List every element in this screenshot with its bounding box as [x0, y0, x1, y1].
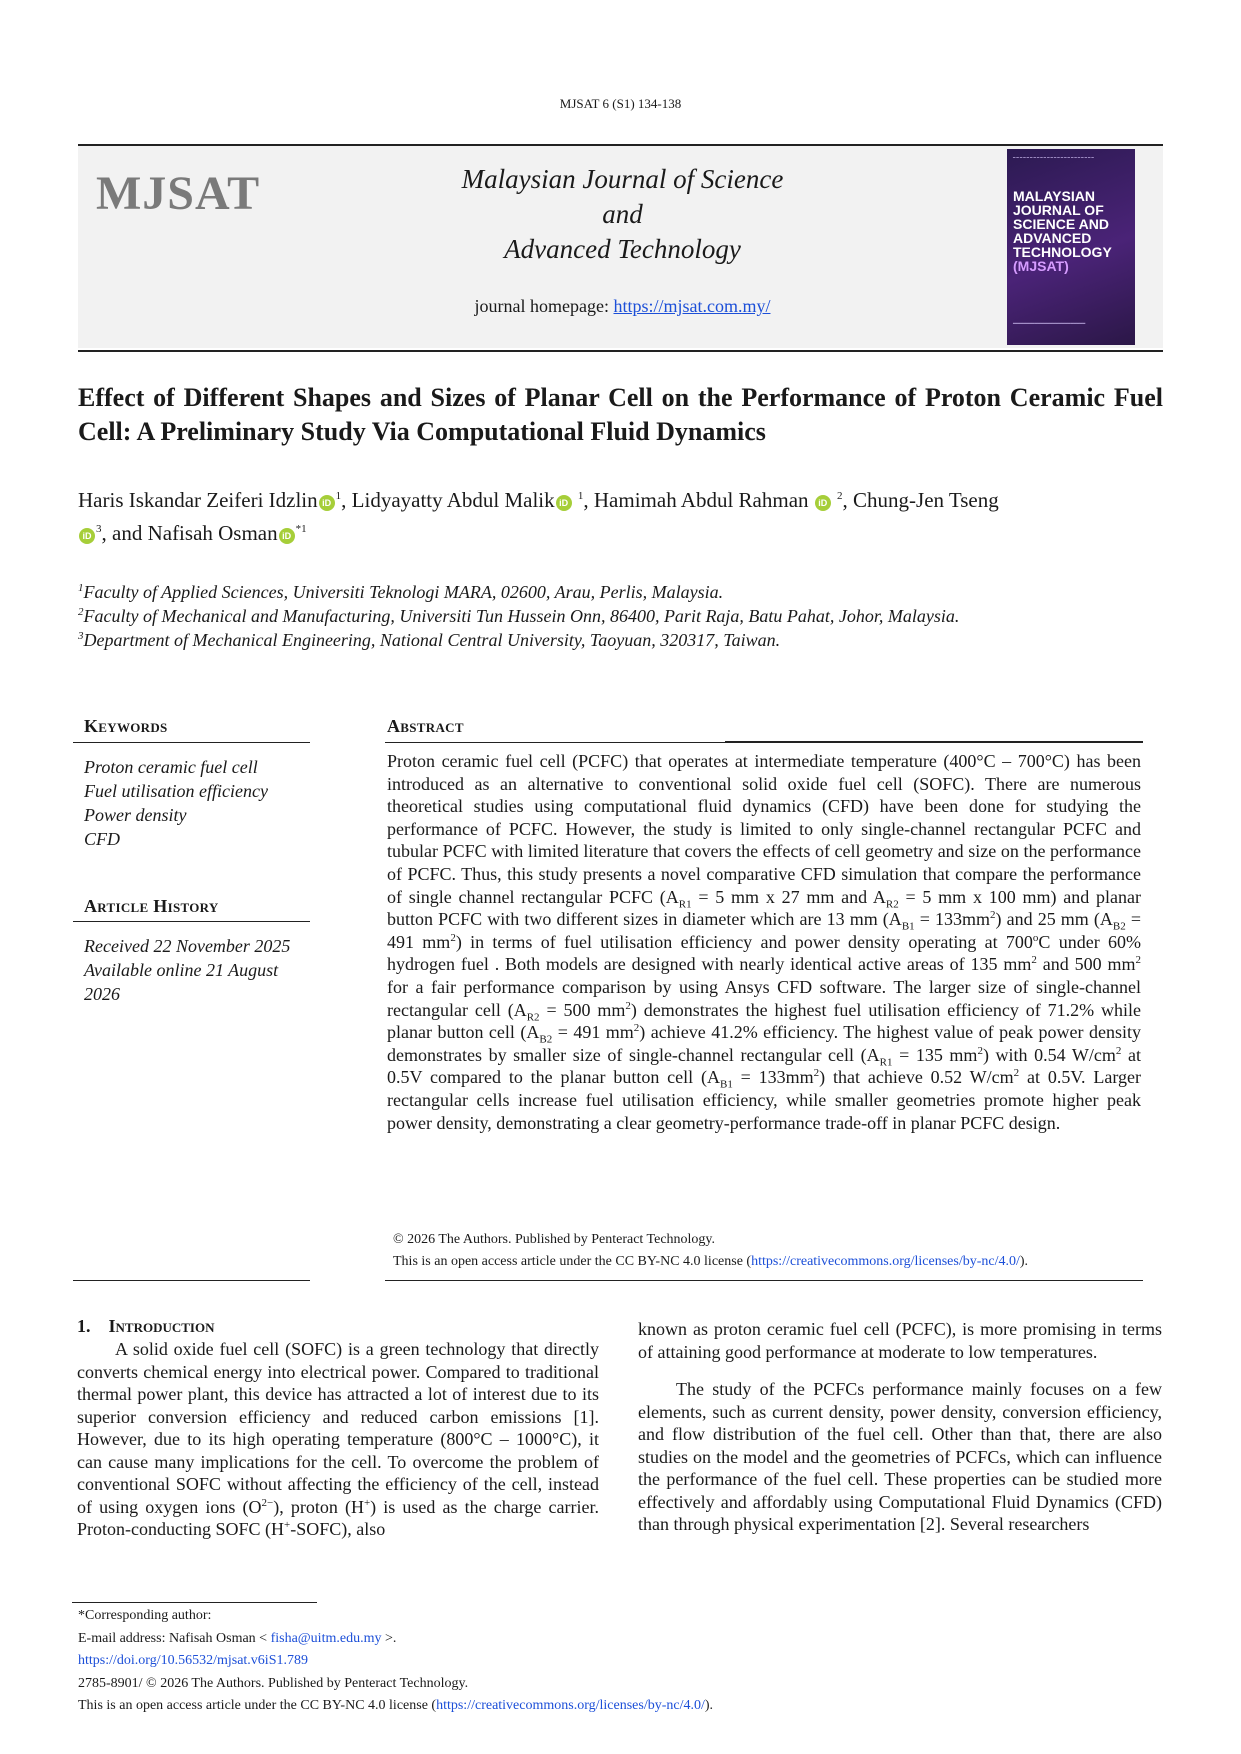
- author-name: Nafisah Osman: [147, 521, 278, 545]
- author-separator: , and: [101, 521, 148, 545]
- author-name: Haris Iskandar Zeiferi Idzlin: [78, 488, 318, 512]
- front-matter-end-rule: [73, 1280, 310, 1281]
- doi-line: [78, 1650, 1158, 1673]
- keywords-rule: [73, 742, 310, 743]
- cover-footer-decoration: ━━━━━━━━━━━━━━━━━━━━━━━━: [1013, 321, 1086, 327]
- open-access-line: This is an open access article under the CC BY-NC 4.0 license (https://creativecommons.org/licenses/by-nc/4.0/).: [78, 1698, 714, 1713]
- email-link[interactable]: fisha@uitm.edu.my: [270, 1630, 382, 1646]
- cover-title: [1013, 189, 1133, 273]
- author-name: Hamimah Abdul Rahman: [593, 488, 809, 512]
- cover-title-line: SCIENCE AND: [1013, 216, 1109, 232]
- keyword-item: Fuel utilisation efficiency: [84, 781, 268, 801]
- author-affiliation-marker: 1: [577, 490, 584, 502]
- orcid-icon[interactable]: iD: [79, 528, 95, 544]
- cover-title-line: TECHNOLOGY: [1013, 244, 1112, 260]
- journal-name-line-3: Advanced Technology: [504, 234, 741, 264]
- article-history-rule: [73, 921, 310, 922]
- author-name: Lidyayatty Abdul Malik: [351, 488, 555, 512]
- intro-paragraph: known as proton ceramic fuel cell (PCFC), is more promising in terms of attaining good performance at moderate to low temperatures.: [638, 1319, 1162, 1362]
- license-note: [393, 1229, 1153, 1273]
- affiliation: [78, 630, 1163, 651]
- keyword-item: Proton ceramic fuel cell: [84, 757, 258, 777]
- article-history: [84, 934, 314, 1006]
- homepage-label: journal homepage:: [474, 296, 614, 316]
- author-separator: ,: [583, 488, 594, 512]
- received-date: Received 22 November 2025: [84, 936, 291, 956]
- author-affiliation-marker: *1: [295, 523, 307, 535]
- footnote-rule: [72, 1602, 317, 1603]
- copyright-line: 2785-8901/ © 2026 The Authors. Published by Penteract Technology.: [78, 1675, 469, 1691]
- author-name: Chung-Jen Tseng: [853, 488, 999, 512]
- cover-title-line: MALAYSIAN: [1013, 188, 1095, 204]
- journal-homepage: [400, 296, 845, 317]
- intro-right-column: [638, 1318, 1162, 1536]
- keywords-heading: Keywords: [84, 716, 168, 736]
- available-date-line-1: Available online 21 August: [84, 960, 279, 980]
- available-date-line-2: 2026: [84, 984, 120, 1004]
- footnotes: [78, 1605, 1158, 1718]
- running-head: MJSAT 6 (S1) 134-138: [559, 96, 682, 111]
- orcid-icon[interactable]: iD: [815, 495, 831, 511]
- cover-title-line: JOURNAL OF: [1013, 202, 1104, 218]
- affiliation: [78, 606, 1163, 627]
- email-line: E-mail address: Nafisah Osman < fisha@uitm.edu.my >.: [78, 1630, 397, 1646]
- orcid-icon[interactable]: iD: [556, 495, 572, 511]
- section-number: 1.: [77, 1316, 91, 1336]
- section-title: Introduction: [108, 1316, 215, 1336]
- cover-header-decoration: ━━━━━━━━━━━━━━━━━━━━━━━━: [1013, 155, 1095, 160]
- article-history-heading: Article History: [84, 896, 219, 916]
- affiliation-number: 1: [78, 582, 84, 594]
- keyword-item: Power density: [84, 805, 187, 825]
- author-affiliation-marker: 2: [837, 490, 843, 502]
- orcid-icon[interactable]: iD: [279, 528, 295, 544]
- abstract-text: Proton ceramic fuel cell (PCFC) that operates at intermediate temperature (400°C – 700°C) has been introduced as an alternative to conventional solid oxide fuel cell (SOFC). There are numerous theoretical studies using computational fluid dynamics (CFD) have been done for studying the performance of PCFC. However, the study is limited to only single-channel rectangular PCFC and tubular PCFC with limited literature that covers the effects of cell geometry and size on the performance of PCFC. Thus, this study presents a novel comparative CFD simulation that compare the performance of single channel rectangular PCFC ($A_{R1} = 5$ mm x 27 mm and $A_{R2} = 5$ mm x 100 mm) and planar button PCFC with two different sizes in diameter which are 13 mm $(A_{B1} = 133mm^2)$ and 25 mm ($A_{B2} = 491$ $mm^2$) in terms of fuel utilisation efficiency and power density operating at 700$^o$C under 60% hydrogen fuel . Both models are designed with nearly identical active areas of 135 $mm^2$ and 500 $mm^2$ for a fair performance comparison by using Ansys CFD software. The larger size of single-channel rectangular cell ($A_{R2} = 500$ $mm^2$) demonstrates the highest fuel utilisation efficiency of 71.2% while planar button cell ($A_{B2} = 491$ $mm^2$) achieve 41.2% efficiency. The highest value of peak power density demonstrates by smaller size of single-channel rectangular cell ($A_{R1} = 135$ $mm^2$) with 0.54 $W/cm^2$ at 0.5V compared to the planar button cell $(A_{B1} = 133mm^2)$ that achieve 0.52 $W/cm^2$ at 0.5V. Larger rectangular cells increase fuel utilisation efficiency, while smaller geometries promote higher peak power density, demonstrating a clear geometry-performance trade-off in planar PCFC design.: [387, 751, 1142, 1133]
- corresponding-author-label: *Corresponding author:: [78, 1608, 212, 1623]
- license-link[interactable]: https://creativecommons.org/licenses/by-nc/4.0/: [751, 1254, 1020, 1269]
- cover-acronym: (MJSAT): [1013, 258, 1069, 274]
- abstract-heading: Abstract: [387, 716, 464, 736]
- affiliation: [78, 582, 1163, 603]
- journal-cover-image: [1007, 149, 1135, 345]
- abstract-rule-accent: [725, 741, 1143, 743]
- author-affiliation-marker: 1: [335, 490, 342, 502]
- journal-name: [400, 162, 845, 267]
- author-affiliation-marker: 3: [96, 523, 102, 535]
- keyword-item: CFD: [84, 829, 120, 849]
- affiliation-number: 2: [78, 606, 84, 618]
- orcid-icon[interactable]: iD: [319, 495, 335, 511]
- intro-paragraph: The study of the PCFCs performance mainly focuses on a few elements, such as current density, power density, conversion efficiency, and flow distribution of the fuel cell. Other than that, there are also studies on the model and the geometries of PCFCs, which can influence the performance of the fuel cell. These properties can be studied more effectively and affordably using Computational Fluid Dynamics (CFD) than through physical experimentation [2]. Several researchers: [638, 1379, 1162, 1534]
- homepage-link[interactable]: https://mjsat.com.my/: [613, 296, 771, 316]
- affiliation-number: 3: [78, 630, 84, 642]
- banner-bottom-rule: [78, 350, 1163, 352]
- cover-title-line: ADVANCED: [1013, 230, 1092, 246]
- open-access-link[interactable]: https://creativecommons.org/licenses/by-nc/4.0/: [436, 1698, 705, 1713]
- affiliation-text: Faculty of Applied Sciences, Universiti Teknologi MARA, 02600, Arau, Perlis, Malaysia.: [83, 582, 724, 602]
- journal-logo: MJSAT: [96, 167, 261, 220]
- introduction-heading: [77, 1316, 214, 1337]
- author-list: [78, 484, 1163, 550]
- license-copyright: © 2026 The Authors. Published by Penteract Technology.: [393, 1232, 716, 1247]
- paper-title: Effect of Different Shapes and Sizes of Planar Cell on the Performance of Proton Ceramic Fuel Cell: A Preliminary Study Via Computational Fluid Dynamics: [78, 383, 1163, 446]
- license-statement: This is an open access article under the CC BY-NC 4.0 license (https://creativecommons.org/licenses/by-nc/4.0/).: [393, 1254, 1029, 1269]
- doi-link[interactable]: https://doi.org/10.56532/mjsat.v6iS1.789: [78, 1653, 308, 1668]
- intro-left-column: A solid oxide fuel cell (SOFC) is a green technology that directly converts chemical energy into electrical power. Compared to traditional thermal power plant, this device has attracted a lot of interest due to its superior conversion efficiency and reduced carbon emissions [1]. However, due to its high operating temperature (800°C – 1000°C), it can cause many implications for the cell. To overcome the problem of conventional SOFC without affecting the efficiency of the cell, instead of using oxygen ions $(O^{2-})$, proton (H+) is used as the charge carrier. Proton-conducting SOFC (H+-SOFC), also: [77, 1339, 599, 1539]
- author-separator: ,: [341, 488, 352, 512]
- affiliation-text: Department of Mechanical Engineering, National Central University, Taoyuan, 320317, Taiwan.: [83, 630, 781, 650]
- keywords-list: [84, 755, 314, 851]
- journal-name-line-2: and: [602, 199, 643, 229]
- affiliation-text: Faculty of Mechanical and Manufacturing, Universiti Tun Hussein Onn, 86400, Parit Raja, Batu Pahat, Johor, Malaysia.: [83, 606, 960, 626]
- journal-name-line-1: Malaysian Journal of Science: [461, 164, 784, 194]
- author-separator: ,: [842, 488, 854, 512]
- license-end-rule: [385, 1280, 1143, 1281]
